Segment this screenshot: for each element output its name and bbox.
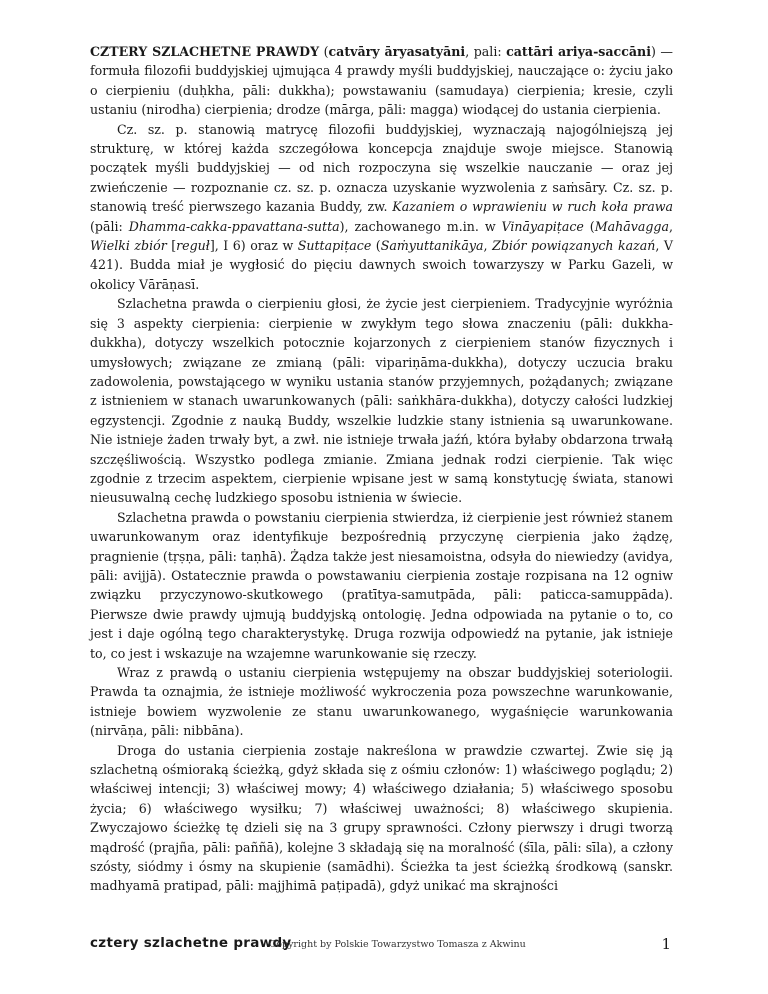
paragraph-suffering: Szlachetna prawda o cierpieniu głosi, że życie jest cierpieniem. Tradycyjnie wyróżnia się 3 aspekty cierpienia: cierpienie w zwykłym tego słowa znaczeniu (pāli: dukkha-dukkha), dotyczy wszelkich potocznie kojarzonych z cierpieniem stanów fizycznych i umysłowych; związane ze zmianą (pāli: vipariṇāma-dukkha), dotyczy uczucia braku zadowolenia, powstającego w wyniku ustania stanów przyjemnych, pożądanych; związane z istnieniem w stanach uwarunkowanych (pāli: saṅkhāra-dukkha), dotyczy całości ludzkiej egzystencji. Zgodnie z nauką Buddy, wszelkie ludzkie stany istnienia są uwarunkowane. Nie istnieje żaden trwały byt, a zwł. nie istnieje trwała jaźń, która byłaby obdarzona trwałą szczęśliwością. Wszystko podlega zmianie. Zmiana jednak rodzi cierpienie. Tak więc zgodnie z trzecim aspektem, cierpienie wpisane jest w samą konstytucję świata, stanowi nieusuwalną cechę ludzkiego sposobu istnienia w świecie.: [90, 296, 673, 506]
text-run: (pāli:: [90, 218, 129, 234]
paragraph-definition: [90, 42, 673, 120]
italic-title: Vināyapiṭace: [501, 218, 584, 234]
paragraph-path: Droga do ustania cierpienia zostaje nakreślona w prawdzie czwartej. Zwie się ją szlachetną ośmioraką ścieżką, gdyż składa się z ośmiu członów: 1) właściwego poglądu; 2) właściwej intencji; 3) właściwej mowy; 4) właściwego działania; 5) właściwego sposobu życia; 6) właściwego wysiłku; 7) właściwej uważności; 8) właściwego skupienia. Zwyczajowo ścieżkę tę dzieli się na 3 grupy sprawności. Człony pierwszy i drugi tworzą mądrość (prajña, pāli: paññā), kolejne 3 składają się na moralność (śīla, pāli: sīla), a człony szósty, siódmy i ósmy na skupienie (samādhi). Ścieżka ta jest ścieżką środkową (sanskr. madhyamā pratipad, pāli: majjhimā paṭipadā), gdyż unikać ma skrajności: [90, 742, 673, 894]
italic-title: Saṁyuttanikāya: [380, 238, 484, 254]
paragraph-matrix: [90, 120, 673, 295]
page-footer: [90, 935, 673, 955]
italic-title: Suttapiṭace: [297, 238, 372, 254]
paragraph-origin: Szlachetna prawda o powstaniu cierpienia stwierdza, iż cierpienie jest również stanem uwarunkowanym oraz identyfikuje bezpośrednią przyczynę cierpienia jako żądzę, pragnienie (tṛṣṇa, pāli: taṇhā). Żądza także jest niesamoistna, odsyła do niewiedzy (avidya, pāli: avijjā). Ostatecznie prawda o powstawaniu cierpienia zostaje rozpisana na 12 ogniw związku przyczynowo-skutkowego (pratītya-samutpāda, pāli: paticca-samuppāda). Pierwsze dwie prawdy ujmują buddyjską ontologię. Jedna odpowiada na pytanie o to, co jest i daje ogólną tego charakterystykę. Druga rozwija odpowiedź na pytanie, jak istnieje to, co jest i wskazuje na wzajemne warunkowanie się rzeczy.: [90, 509, 673, 661]
running-head: cztery szlachetne prawdy: [90, 935, 292, 951]
italic-title: Dhamma-cakka-ppavattana-sutta: [128, 218, 340, 234]
text-run: ,: [668, 218, 673, 234]
text-run: , V 421). Budda miał je wygłosić do pięciu dawnych swoich towarzyszy w Parku Gazeli, w okolicy Vārāṇasī.: [90, 238, 674, 292]
text-run: ,: [483, 238, 493, 254]
copyright-notice: Copyright by Polskie Towarzystwo Tomasza z Akwinu: [269, 939, 526, 950]
italic-title: Kazaniem o wprawieniu w ruch koła prawa: [392, 199, 673, 215]
text-run: (: [583, 218, 595, 234]
page-number: 1: [661, 935, 671, 953]
text-run: ), zachowanego m.in. w: [339, 218, 502, 234]
article-body: [90, 42, 673, 896]
paragraph-cessation: Wraz z prawdą o ustaniu cierpienia wstępujemy na obszar buddyjskiej soteriologii. Prawda ta oznajmia, że istnieje możliwość wykroczenia poza powszechne warunkowanie, istnieje bowiem wyzwolenie ze stanu uwarunkowanego, wygaśnięcie warunkowania (nirvāṇa, pāli: nibbāna).: [90, 665, 673, 739]
text-run: (: [371, 238, 381, 254]
italic-title: reguł: [176, 238, 210, 254]
text-run: (: [319, 44, 329, 59]
text-run: ], I 6) oraz w: [209, 238, 298, 254]
text-run: , pali:: [465, 44, 507, 59]
sanskrit-term: catvāry āryasatyāni: [328, 44, 466, 59]
italic-title: Mahāvagga: [594, 218, 669, 234]
text-run: [: [166, 238, 177, 254]
italic-title: Zbiór powiązanych kazań: [492, 238, 656, 254]
text-run: Cz. sz. p. stanowią matrycę filozofii buddyjskiej, wyznaczają najogólniejszą jej strukturę, w której każda szczegółowa koncepcja znajduje swoje miejsce. Stanowią początek myśli buddyjskiej — od nich rozpoczyna się wszelkie nauczanie — oraz jej zwieńczenie — rozpoznanie cz. sz. p. oznacza uzyskanie wyzwolenia z saṁsāry. Cz. sz. p. stanowią treść pierwszego kazania Buddy, zw.: [90, 121, 673, 215]
italic-title: Wielki zbiór: [90, 238, 167, 254]
entry-title: CZTERY SZLACHETNE PRAWDY: [90, 44, 320, 59]
text-run: ) — formuła filozofii buddyjskiej ujmująca 4 prawdy myśli buddyjskiej, nauczające o: życiu jako o cierpieniu (duḥkha, pāli: dukkha); powstawaniu (samudaya) cierpienia; kresie, czyli ustaniu (nirodha) cierpienia; drodze (mārga, pāli: magga) wiodącej do ustania cierpienia.: [90, 44, 674, 118]
pali-term: cattāri ariya-saccāni: [506, 44, 651, 59]
